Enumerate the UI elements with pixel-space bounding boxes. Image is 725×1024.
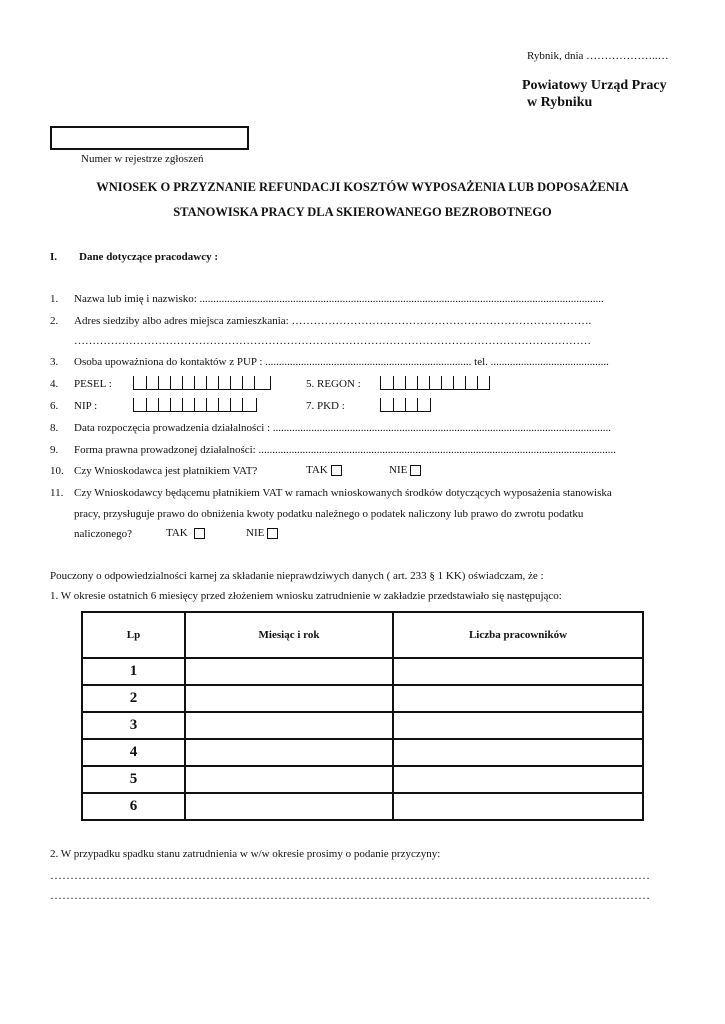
decline-reason-line2[interactable]: …………………………………………………………………………………………………………………………………… xyxy=(50,888,650,902)
nip-label: NIP : xyxy=(74,400,98,412)
option-label: NIE xyxy=(389,464,408,476)
regon-label: 5. REGON : xyxy=(306,378,361,390)
item-number: 8. xyxy=(50,422,59,434)
vat-refund-yes-option[interactable] xyxy=(166,527,205,539)
option-label: TAK xyxy=(306,464,328,476)
vat-yes-option[interactable] xyxy=(306,464,342,476)
column-header: Lp xyxy=(82,612,185,658)
decline-reason-line1[interactable]: …………………………………………………………………………………………………………………………………… xyxy=(50,868,650,882)
item-number: 6. xyxy=(50,400,59,412)
item-number: 2. xyxy=(50,315,59,327)
table-row xyxy=(82,739,643,766)
pkd-digit-boxes[interactable] xyxy=(380,398,431,412)
regon-digit-boxes[interactable] xyxy=(380,376,490,390)
vat-refund-question-line3: naliczonego? xyxy=(74,528,133,540)
employee-count-cell[interactable] xyxy=(393,793,643,820)
vat-yes-checkbox[interactable] xyxy=(331,465,342,476)
employment-table xyxy=(81,611,644,821)
row-number: 4 xyxy=(82,739,185,766)
row-number: 3 xyxy=(82,712,185,739)
employment-intro: 1. W okresie ostatnich 6 miesięcy przed złożeniem wniosku zatrudnienie w zakładzie przedstawiało się następująco: xyxy=(50,590,562,602)
month-year-cell[interactable] xyxy=(185,712,393,739)
vat-refund-no-checkbox[interactable] xyxy=(267,528,278,539)
business-start-date-field[interactable]: Data rozpoczęcia prowadzenia działalności : ........................................................................................................................... xyxy=(74,422,612,434)
employee-count-cell[interactable] xyxy=(393,766,643,793)
form-title-line1: WNIOSEK O PRZYZNANIE REFUNDACJI KOSZTÓW WYPOSAŻENIA LUB DOPOSAŻENIA xyxy=(96,180,629,194)
office-city: w Rybniku xyxy=(527,95,593,110)
employer-name-field[interactable]: Nazwa lub imię i nazwisko: ................................................................................................................................................... xyxy=(74,293,604,305)
month-year-cell[interactable] xyxy=(185,793,393,820)
employer-address-field-cont[interactable]: …………………………………………………………………………………………………………………………… xyxy=(74,335,591,347)
month-year-cell[interactable] xyxy=(185,658,393,685)
row-number: 6 xyxy=(82,793,185,820)
form-title-line2: STANOWISKA PRACY DLA SKIEROWANEGO BEZROBOTNEGO xyxy=(173,205,552,219)
row-number: 2 xyxy=(82,685,185,712)
item-number: 9. xyxy=(50,444,59,456)
office-name: Powiatowy Urząd Pracy xyxy=(522,78,667,93)
employer-address-field[interactable]: Adres siedziby albo adres miejsca zamieszkania: ………………………………………………………………………. xyxy=(74,315,592,327)
pesel-digit-boxes[interactable] xyxy=(133,376,271,390)
employee-count-cell[interactable] xyxy=(393,658,643,685)
vat-payer-question: Czy Wnioskodawca jest płatnikiem VAT? xyxy=(74,465,258,477)
employee-count-cell[interactable] xyxy=(393,685,643,712)
column-header: Miesiąc i rok xyxy=(185,612,393,658)
section1-number: I. xyxy=(50,251,58,263)
register-number-box[interactable] xyxy=(50,126,249,150)
table-row xyxy=(82,685,643,712)
row-number: 5 xyxy=(82,766,185,793)
column-header: Liczba pracowników xyxy=(393,612,643,658)
row-number: 1 xyxy=(82,658,185,685)
pkd-label: 7. PKD : xyxy=(306,400,345,412)
option-label: NIE xyxy=(246,527,265,539)
month-year-cell[interactable] xyxy=(185,766,393,793)
declaration-text: Pouczony o odpowiedzialności karnej za składanie nieprawdziwych danych ( art. 233 § 1 KK) oświadczam, że : xyxy=(50,570,544,582)
table-row xyxy=(82,793,643,820)
item-number: 3. xyxy=(50,356,59,368)
vat-refund-no-option[interactable] xyxy=(246,527,278,539)
table-row xyxy=(82,658,643,685)
pesel-label: PESEL : xyxy=(74,378,112,390)
employee-count-cell[interactable] xyxy=(393,739,643,766)
vat-refund-question-line1: Czy Wnioskodawcy będącemu płatnikiem VAT w ramach wnioskowanych środków dotyczących wyposażenia stanowiska xyxy=(74,487,612,499)
table-row xyxy=(82,712,643,739)
place-date: Rybnik, dnia ………………..… xyxy=(527,50,669,62)
item-number: 10. xyxy=(50,465,64,477)
month-year-cell[interactable] xyxy=(185,685,393,712)
vat-refund-question-line2: pracy, przysługuje prawo do obniżenia kwoty podatku należnego o podatek naliczony lub prawo do zwrotu podatku xyxy=(74,508,584,520)
contact-person-field[interactable]: Osoba upoważniona do kontaktów z PUP : ........................................................................... tel. ........................................... xyxy=(74,356,609,368)
item-number: 11. xyxy=(50,487,64,499)
legal-form-field[interactable]: Forma prawna prowadzonej działalności: .................................................................................................................................. xyxy=(74,444,616,456)
item-number: 4. xyxy=(50,378,59,390)
option-label: TAK xyxy=(166,527,188,539)
table-row xyxy=(82,766,643,793)
nip-digit-boxes[interactable] xyxy=(133,398,257,412)
vat-no-checkbox[interactable] xyxy=(410,465,421,476)
section1-heading: Dane dotyczące pracodawcy : xyxy=(79,251,218,263)
vat-refund-yes-checkbox[interactable] xyxy=(194,528,205,539)
vat-no-option[interactable] xyxy=(389,464,421,476)
register-number-label: Numer w rejestrze zgłoszeń xyxy=(81,153,204,165)
month-year-cell[interactable] xyxy=(185,739,393,766)
item-number: 1. xyxy=(50,293,59,305)
table-header-row xyxy=(82,612,643,658)
employee-count-cell[interactable] xyxy=(393,712,643,739)
decline-reason-prompt: 2. W przypadku spadku stanu zatrudnienia w w/w okresie prosimy o podanie przyczyny: xyxy=(50,848,441,860)
